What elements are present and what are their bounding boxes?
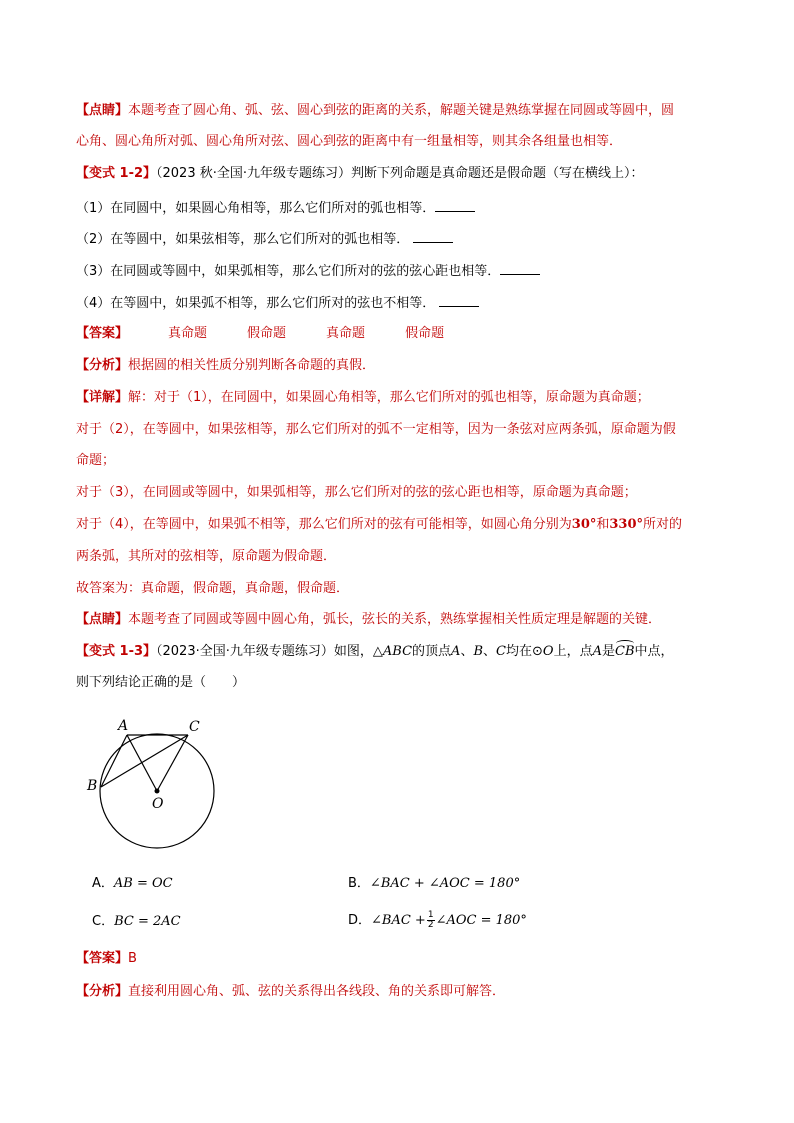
label-b: B (87, 778, 98, 794)
fraction-half (427, 911, 435, 930)
dianjing-2-line (76, 611, 661, 629)
variant-1-2-stem: 判断下列命题是真命题还是假命题（写在横线上）： (351, 166, 644, 181)
dianjing-line-1 (76, 102, 674, 120)
arc-cb: CB (615, 644, 635, 659)
q12-analysis-text: 根据圆的相关性质分别判断各命题的真假． (128, 358, 376, 373)
option-c-label: C． (92, 914, 115, 929)
q13-answer-line (76, 950, 137, 968)
dianjing-2-tag: 【点睛】 (76, 612, 129, 627)
stem-a: 如图， (333, 644, 373, 659)
option-b[interactable] (348, 875, 520, 893)
q13-analysis-line (76, 983, 505, 1001)
and-text: 和 (596, 517, 610, 532)
q12-item-2 (76, 230, 453, 249)
detail-tag: 【详解】 (76, 390, 129, 405)
dianjing-tag: 【点睛】 (76, 103, 129, 118)
option-d-label: D． (348, 913, 372, 928)
comma-2: 、 (483, 644, 497, 659)
circle-o: O (542, 644, 554, 659)
fraction-num: 1 (427, 910, 434, 920)
q13-analysis-tag: 【分析】 (76, 984, 129, 999)
angle-30: 30° (571, 517, 597, 532)
option-c-expr: BC = 2AC (114, 914, 181, 929)
detail-line-2: 对于（2），在等圆中，如果弦相等，那么它们所对的弧不一定相等，因为一条弦对应两条弧，原命题为假 (76, 422, 676, 437)
label-o: O (152, 796, 164, 812)
q12-item-3-text: （3）在同圆或等圆中，如果弧相等，那么它们所对的弦的弦心距也相等． (76, 264, 501, 279)
q13-analysis-text: 直接利用圆心角、弧、弦的关系得出各线段、角的关系即可解答． (128, 984, 506, 999)
variant-1-2-source: （2023 秋·全国·九年级专题练习） (156, 166, 351, 181)
option-b-label: B． (348, 876, 370, 891)
stem-c: 均在 (505, 644, 532, 659)
option-a-label: A． (92, 876, 114, 891)
dianjing-line-2: 心角、圆心角所对弧、圆心角所对弦、圆心到弦的距离中有一组量相等，则其余各组量也相等． (76, 134, 623, 149)
q12-item-4 (76, 294, 479, 313)
answer-blank-3[interactable] (500, 262, 540, 275)
detail-text-1: 解：对于（1），在同圆中，如果圆心角相等，那么它们所对的弧也相等，原命题为真命题； (128, 390, 650, 405)
vertex-b: B (473, 644, 484, 659)
variant-1-3-source: （2023·全国·九年级专题练习） (156, 644, 334, 659)
answer-blank-1[interactable] (435, 199, 475, 212)
stem-b: 的顶点 (412, 644, 452, 659)
q13-answer-tag: 【答案】 (76, 951, 129, 966)
answer-3: 真命题 (326, 326, 366, 341)
option-a-expr: AB = OC (113, 876, 173, 891)
option-d[interactable] (348, 911, 527, 930)
analysis-tag: 【分析】 (76, 358, 129, 373)
option-b-expr: ∠BAC + ∠AOC = 180° (369, 876, 521, 891)
detail-line-1 (76, 389, 650, 407)
option-d-expr-2: ∠AOC = 180° (435, 913, 527, 928)
q12-answer-line (76, 325, 444, 343)
conclusion-line: 故答案为：真命题，假命题，真命题，假命题． (76, 581, 350, 596)
point-a: A (592, 644, 602, 659)
segment-co (157, 735, 188, 791)
q13-answer-value: B (128, 951, 137, 966)
detail-line-5 (76, 516, 682, 534)
q12-item-3 (76, 262, 540, 281)
variant-1-2-heading (76, 165, 644, 183)
circle-symbol: ⊙ (532, 644, 543, 659)
answer-2: 假命题 (247, 326, 287, 341)
segment-ao (127, 735, 157, 791)
fraction-den: 2 (427, 920, 434, 930)
detail-text-5: 对于（4），在等圆中，如果弧不相等，那么它们所对的弦有可能相等，如圆心角分别为 (76, 517, 572, 532)
answer-4: 假命题 (405, 326, 445, 341)
detail-line-4: 对于（3），在同圆或等圆中，如果弧相等，那么它们所对的弦的弦心距也相等，原命题为真命题； (76, 485, 637, 500)
option-c[interactable] (92, 913, 181, 931)
answer-tag: 【答案】 (76, 326, 129, 341)
angle-330: 330° (609, 517, 644, 532)
circle-figure (82, 715, 232, 875)
answer-1: 真命题 (168, 326, 208, 341)
q12-item-1 (76, 199, 475, 218)
label-a: A (118, 718, 129, 734)
option-d-expr-1: ∠BAC + (371, 913, 426, 928)
variant-1-3-heading (76, 643, 674, 661)
detail-line-3: 命题； (76, 453, 116, 468)
label-c: C (189, 719, 200, 735)
triangle-symbol: △ (372, 644, 383, 659)
answer-blank-2[interactable] (413, 230, 453, 243)
q12-item-1-text: （1）在同圆中，如果圆心角相等，那么它们所对的弧也相等． (76, 201, 436, 216)
q12-item-2-text: （2）在等圆中，如果弦相等，那么它们所对的弧也相等． (76, 232, 410, 247)
comma-1: 、 (460, 644, 474, 659)
triangle-abc: ABC (382, 644, 413, 659)
detail-text-5-end: 所对的 (643, 517, 683, 532)
dianjing-text-1: 本题考查了圆心角、弧、弦、圆心到弦的距离的关系，解题关键是熟练掌握在同圆或等圆中，圆 (128, 103, 675, 118)
dianjing-2-text: 本题考查了同圆或等圆中圆心角，弧长，弦长的关系，熟练掌握相关性质定理是解题的关键． (128, 612, 662, 627)
vertex-a: A (451, 644, 461, 659)
q12-item-4-text: （4）在等圆中，如果弧不相等，那么它们所对的弦也不相等． (76, 296, 436, 311)
stem-d: 上，点 (553, 644, 593, 659)
center-dot (155, 789, 160, 794)
stem-f: 中点， (634, 644, 674, 659)
stem-e: 是 (601, 644, 615, 659)
variant-1-2-tag: 【变式 1-2】 (76, 166, 157, 181)
q12-analysis-line (76, 357, 375, 375)
variant-1-3-tag: 【变式 1-3】 (76, 644, 157, 659)
option-a[interactable] (92, 875, 173, 893)
detail-line-6: 两条弧，其所对的弦相等，原命题为假命题． (76, 549, 337, 564)
answer-blank-4[interactable] (439, 294, 479, 307)
variant-1-3-line-2: 则下列结论正确的是（ ） (76, 675, 246, 690)
vertex-c: C (496, 644, 506, 659)
